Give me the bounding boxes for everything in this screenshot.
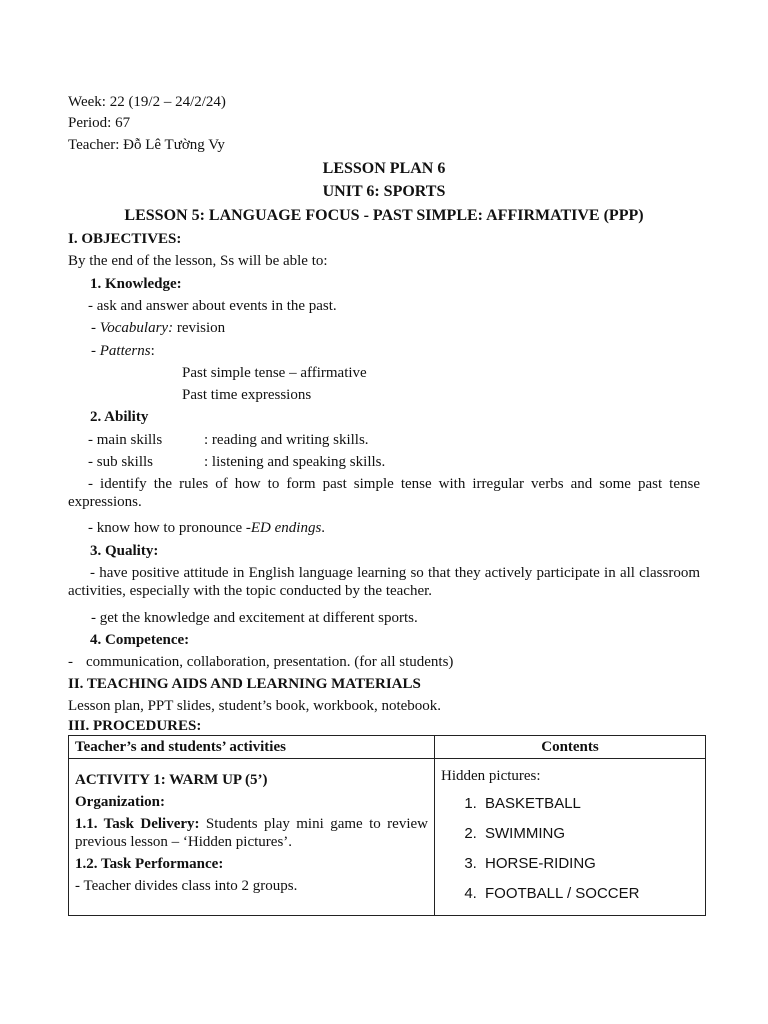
patterns-colon: : — [150, 343, 155, 359]
organization-label: Organization: — [75, 794, 165, 810]
quality-paragraph: - have positive attitude in English language learning so that they actively participate in all classroom activities, especially with the topic conducted by the teacher. — [68, 565, 700, 599]
ability-heading: 2. Ability — [90, 409, 149, 425]
vocabulary-dash: - — [91, 320, 100, 336]
patterns-label: Patterns — [99, 343, 151, 359]
ed-endings: -ED endings — [245, 520, 322, 536]
contents-column-header: Contents — [435, 736, 706, 759]
main-skills-value: : reading and writing skills. — [204, 432, 369, 448]
pattern-item: Past simple tense – affirmative — [182, 365, 367, 381]
sub-skills-label: - sub skills — [88, 454, 154, 470]
patterns-dash: - — [91, 343, 100, 359]
list-item: 2. SWIMMING — [481, 825, 699, 843]
vocabulary-label: Vocabulary: — [99, 320, 174, 336]
sub-skills-value: : listening and speaking skills. — [204, 454, 386, 470]
teaching-aids-heading: II. TEACHING AIDS AND LEARNING MATERIALS — [68, 676, 421, 692]
objectives-heading: I. OBJECTIVES: — [68, 231, 182, 247]
competence-text: communication, collaboration, presentation. (for all students) — [86, 654, 454, 670]
objectives-intro: By the end of the lesson, Ss will be able to: — [68, 253, 328, 269]
identify-paragraph: - identify the rules of how to form past simple tense with irregular verbs and some past tense expressions. — [68, 476, 700, 510]
period-line: Period: 67 — [68, 115, 131, 131]
pattern-item: Past time expressions — [182, 387, 312, 403]
task-delivery-label: 1.1. Task Delivery: — [75, 816, 200, 832]
competence-dash: - — [68, 654, 73, 670]
quality-line-2: - get the knowledge and excitement at different sports. — [91, 610, 418, 626]
list-item: 1. BASKETBALL — [481, 795, 699, 813]
vocabulary-value: revision — [173, 320, 226, 336]
teaching-aids-text: Lesson plan, PPT slides, student’s book, workbook, notebook. — [68, 698, 442, 714]
task-delivery-text: Students play mini game to review previous lesson – ‘Hidden pictures’. — [75, 816, 428, 850]
pronounce-prefix: - know how to pronounce — [88, 520, 246, 536]
hidden-pictures-title: Hidden pictures: — [441, 768, 541, 784]
activities-column-header: Teacher’s and students’ activities — [69, 736, 435, 759]
task-performance-label: 1.2. Task Performance: — [75, 856, 224, 872]
activities-cell — [69, 759, 435, 916]
pronounce-line — [88, 519, 325, 537]
list-item: 3. HORSE-RIDING — [481, 855, 699, 873]
quality-heading: 3. Quality: — [90, 543, 159, 559]
activity-title: ACTIVITY 1: WARM UP (5’) — [75, 772, 268, 788]
vocabulary-line — [91, 319, 225, 337]
knowledge-heading: 1. Knowledge: — [90, 276, 182, 292]
table-header-row — [69, 736, 706, 759]
hidden-pictures-list — [441, 795, 699, 903]
table-row — [69, 759, 706, 916]
contents-cell — [435, 759, 706, 916]
procedures-heading: III. PROCEDURES: — [68, 718, 202, 734]
knowledge-line: - ask and answer about events in the past. — [88, 298, 337, 314]
lesson-title: LESSON 5: LANGUAGE FOCUS - PAST SIMPLE: AFFIRMATIVE (PPP) — [124, 207, 644, 224]
pronounce-suffix: . — [321, 520, 326, 536]
patterns-line — [91, 342, 155, 360]
competence-heading: 4. Competence: — [90, 632, 190, 648]
week-line: Week: 22 (19/2 – 24/2/24) — [68, 94, 226, 110]
task-delivery — [75, 815, 428, 851]
divide-groups-text: - Teacher divides class into 2 groups. — [75, 878, 298, 894]
teacher-line: Teacher: Đỗ Lê Tường Vy — [68, 137, 225, 153]
lesson-plan-title: LESSON PLAN 6 — [322, 160, 446, 177]
list-item: 4. FOOTBALL / SOCCER — [481, 885, 699, 903]
unit-title: UNIT 6: SPORTS — [322, 183, 446, 200]
procedures-table — [68, 735, 706, 916]
main-skills-label: - main skills — [88, 432, 163, 448]
